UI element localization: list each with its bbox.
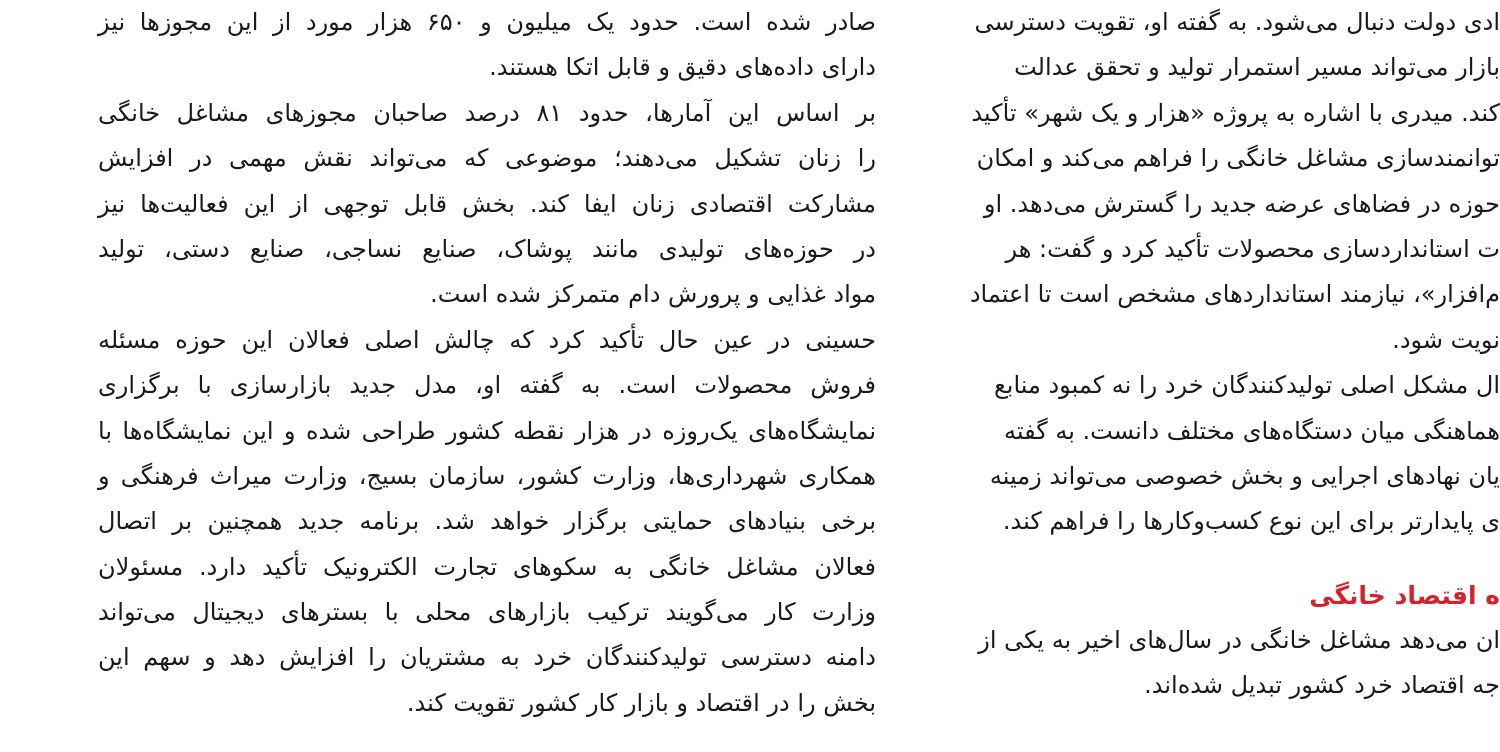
paragraph-line: یان نهادهای اجرایی و بخش خصوصی می‌تواند زمینه	[989, 461, 1500, 490]
paragraph-line: همکاری شهرداری‌ها، وزارت کشور، سازمان بسیج، وزارت میراث فرهنگی و	[98, 461, 876, 490]
article-column-left	[98, 0, 876, 726]
paragraph-line: صادر شده است. حدود یک میلیون و ۶۵۰ هزار مورد از این مجوزها نیز	[98, 8, 876, 36]
paragraph-line: ی پایدارتر برای این نوع کسب‌وکارها را فراهم کند.	[1002, 507, 1500, 536]
paragraph-line: بخش را در اقتصاد و بازار کار کشور تقویت کند.	[406, 688, 876, 717]
section-heading: ه اقتصاد خانگی	[1309, 580, 1500, 610]
paragraph-line: ت استانداردسازی محصولات تأکید کرد و گفت: هر	[1005, 234, 1500, 263]
paragraph-line: ادی دولت دنبال می‌شود. به گفته او، تقویت دسترسی	[974, 8, 1500, 36]
paragraph-line: م‌افزار»، نیازمند استانداردهای مشخص است تا اعتماد	[969, 280, 1500, 309]
paragraph-line: ان می‌دهد مشاغل خانگی در سال‌های اخیر به یکی از	[978, 626, 1500, 655]
article-column-right	[922, 0, 1500, 709]
paragraph-line: نمایشگاه‌های یک‌روزه در هزار نقطه کشور طراحی شده و این نمایشگاه‌ها با	[98, 416, 876, 445]
paragraph-line: کند. میدری با اشاره به پروژه «هزار و یک شهر» تأکید	[971, 98, 1500, 127]
paragraph-line: توانمندسازی مشاغل خانگی را فراهم می‌کند و امکان	[976, 144, 1500, 173]
paragraph-line: حوزه در فضاهای عرضه جدید را گسترش می‌دهد. او	[983, 189, 1500, 218]
paragraph-line: نویت شود.	[1392, 325, 1500, 354]
paragraph-line: دامنه دسترسی تولیدکنندگان خرد به مشتریان را افزایش دهد و سهم این	[98, 643, 876, 672]
paragraph-line: برخی بنیادهای حمایتی برگزار خواهد شد. برنامه جدید همچنین بر اتصال	[98, 507, 876, 536]
paragraph-line: بازار می‌تواند مسیر استمرار تولید و تحقق عدالت	[1014, 53, 1500, 82]
paragraph-line: مواد غذایی و پرورش دام متمرکز شده است.	[430, 280, 876, 309]
paragraph-line: مشارکت اقتصادی زنان ایفا کند. بخش قابل توجهی از این فعالیت‌ها نیز	[98, 189, 876, 218]
paragraph-line: هماهنگی میان دستگاه‌های مختلف دانست. به گفته	[1004, 416, 1500, 445]
paragraph-line: جه اقتصاد خرد کشور تبدیل شده‌اند.	[1144, 671, 1500, 700]
paragraph-line: ال مشکل اصلی تولیدکنندگان خرد را نه کمبود منابع	[994, 371, 1500, 400]
paragraph-line: را زنان تشکیل می‌دهند؛ موضوعی که می‌تواند نقش مهمی در افزایش	[98, 144, 876, 173]
paragraph-line: در حوزه‌های تولیدی مانند پوشاک، صنایع نساجی، صنایع دستی، تولید	[98, 234, 876, 263]
paragraph-line: حسینی در عین حال تأکید کرد که چالش اصلی فعالان این حوزه مسئله	[98, 325, 876, 354]
paragraph-line: وزارت کار می‌گویند ترکیب بازارهای محلی با بسترهای دیجیتال می‌تواند	[98, 598, 876, 627]
paragraph-line: دارای داده‌های دقیق و قابل اتکا هستند.	[489, 53, 876, 82]
paragraph-line: فعالان مشاغل خانگی به سکوهای تجارت الکترونیک تأکید دارد. مسئولان	[98, 552, 876, 581]
paragraph-line: بر اساس این آمارها، حدود ۸۱ درصد صاحبان مجوزهای مشاغل خانگی	[98, 98, 877, 127]
section-gap	[922, 545, 1500, 573]
paragraph-line: فروش محصولات است. به گفته او، مدل جدید بازارسازی با برگزاری	[98, 371, 876, 400]
